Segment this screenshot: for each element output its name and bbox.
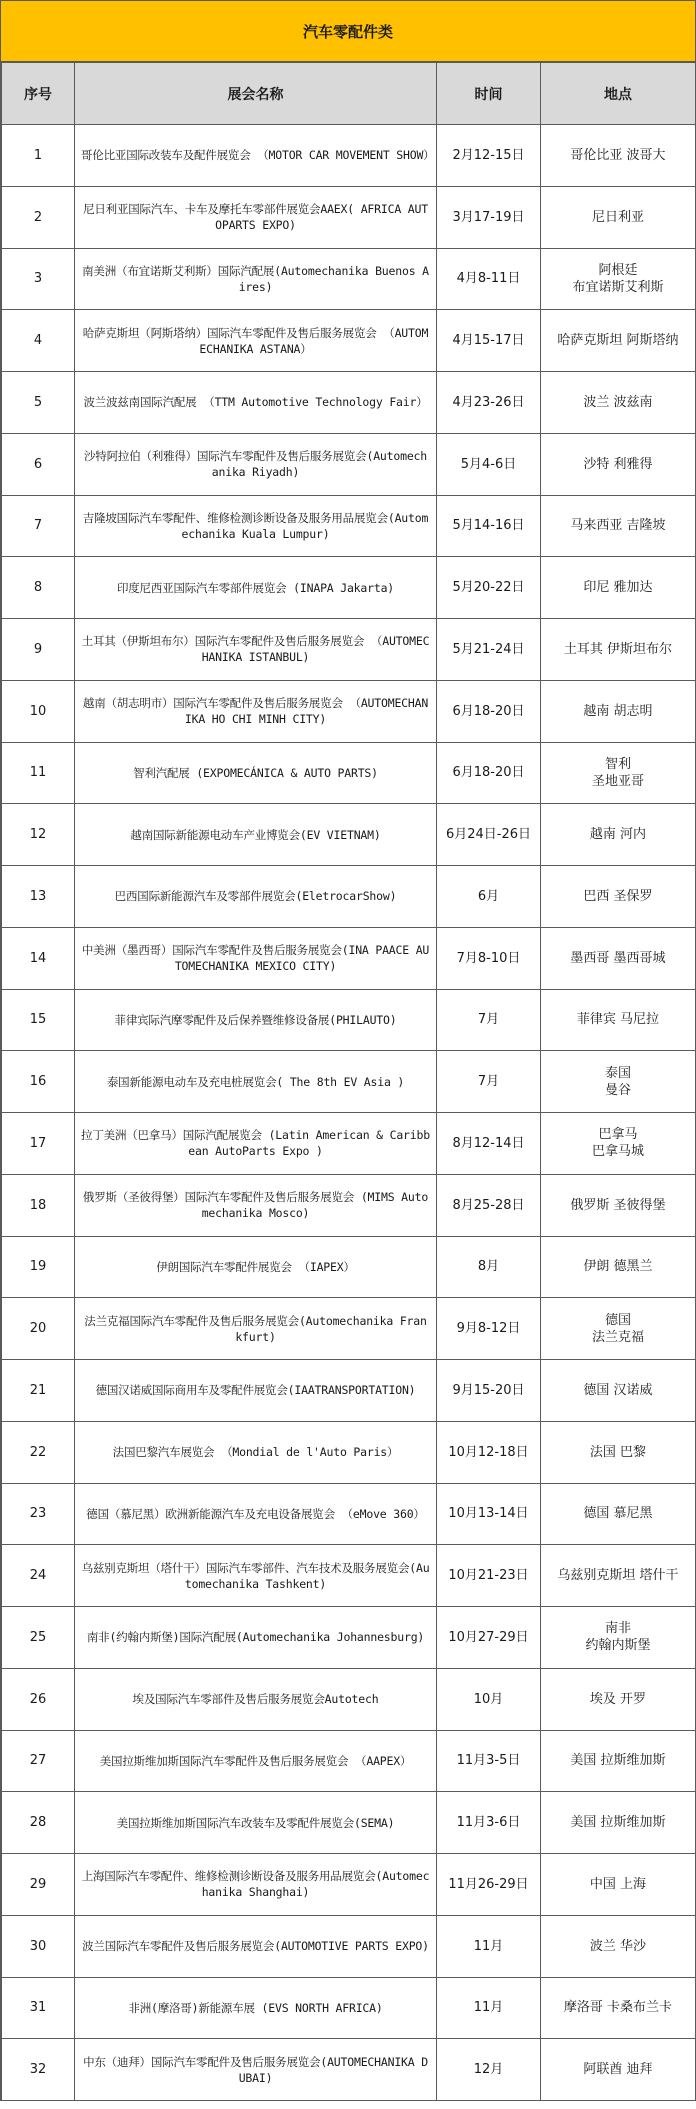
cell-time: 11月3-5日 (437, 1730, 541, 1792)
cell-name: 泰国新能源电动车及充电桩展览会( The 8th EV Asia ) (75, 1051, 437, 1113)
cell-no: 8 (2, 557, 75, 619)
cell-place: 美国 拉斯维加斯 (541, 1792, 696, 1854)
cell-name: 俄罗斯（圣彼得堡）国际汽车零配件及售后服务展览会 (MIMS Automechanika Mosco) (75, 1174, 437, 1236)
cell-time: 5月20-22日 (437, 557, 541, 619)
cell-no: 28 (2, 1792, 75, 1854)
cell-place: 泰国 曼谷 (541, 1051, 696, 1113)
table-row (2, 989, 696, 1051)
table-row (2, 742, 696, 804)
cell-no: 18 (2, 1174, 75, 1236)
cell-no: 22 (2, 1421, 75, 1483)
table-row (2, 1236, 696, 1298)
cell-name: 乌兹别克斯坦（塔什干）国际汽车零部件、汽车技术及服务展览会(Automechanika Tashkent) (75, 1545, 437, 1607)
cell-time: 10月21-23日 (437, 1545, 541, 1607)
cell-name: 拉丁美洲（巴拿马）国际汽配展览会 (Latin American & Caribbean AutoParts Expo ) (75, 1113, 437, 1175)
cell-time: 6月24日-26日 (437, 804, 541, 866)
cell-time: 5月4-6日 (437, 433, 541, 495)
cell-place: 阿联酋 迪拜 (541, 2039, 696, 2101)
cell-name: 美国拉斯维加斯国际汽车零配件及售后服务展览会 （AAPEX） (75, 1730, 437, 1792)
cell-time: 10月 (437, 1668, 541, 1730)
cell-place: 智利 圣地亚哥 (541, 742, 696, 804)
table-row (2, 125, 696, 187)
cell-name: 非洲(摩洛哥)新能源车展 (EVS NORTH AFRICA) (75, 1977, 437, 2039)
table-row (2, 1545, 696, 1607)
cell-no: 20 (2, 1298, 75, 1360)
cell-no: 29 (2, 1854, 75, 1916)
table-row (2, 1174, 696, 1236)
cell-name: 德国汉诺威国际商用车及零配件展览会(IAATRANSPORTATION) (75, 1360, 437, 1422)
cell-name: 印度尼西亚国际汽车零部件展览会 (INAPA Jakarta) (75, 557, 437, 619)
cell-place: 波兰 华沙 (541, 1915, 696, 1977)
cell-place: 波兰 波兹南 (541, 372, 696, 434)
cell-place: 巴拿马 巴拿马城 (541, 1113, 696, 1175)
cell-place: 德国 慕尼黑 (541, 1483, 696, 1545)
cell-time: 3月17-19日 (437, 186, 541, 248)
cell-place: 埃及 开罗 (541, 1668, 696, 1730)
cell-time: 8月25-28日 (437, 1174, 541, 1236)
cell-name: 哥伦比亚国际改装车及配件展览会 （MOTOR CAR MOVEMENT SHOW） (75, 125, 437, 187)
table-row (2, 927, 696, 989)
cell-no: 5 (2, 372, 75, 434)
header-row (2, 63, 696, 125)
cell-time: 11月26-29日 (437, 1854, 541, 1916)
cell-place: 巴西 圣保罗 (541, 866, 696, 928)
table-row (2, 1483, 696, 1545)
cell-name: 法兰克福国际汽车零配件及售后服务展览会(Automechanika Frankfurt) (75, 1298, 437, 1360)
cell-name: 沙特阿拉伯（利雅得）国际汽车零配件及售后服务展览会(Automechanika Riyadh) (75, 433, 437, 495)
cell-time: 5月21-24日 (437, 619, 541, 681)
cell-time: 2月12-15日 (437, 125, 541, 187)
cell-name: 南非(约翰内斯堡)国际汽配展(Automechanika Johannesburg) (75, 1607, 437, 1669)
cell-name: 智利汽配展 (EXPOMECÁNICA & AUTO PARTS) (75, 742, 437, 804)
cell-name: 波兰国际汽车零配件及售后服务展览会(AUTOMOTIVE PARTS EXPO) (75, 1915, 437, 1977)
table-row (2, 557, 696, 619)
cell-time: 4月23-26日 (437, 372, 541, 434)
cell-no: 23 (2, 1483, 75, 1545)
cell-time: 10月12-18日 (437, 1421, 541, 1483)
cell-place: 摩洛哥 卡桑布兰卡 (541, 1977, 696, 2039)
cell-no: 2 (2, 186, 75, 248)
table-row (2, 1298, 696, 1360)
cell-time: 10月27-29日 (437, 1607, 541, 1669)
cell-no: 13 (2, 866, 75, 928)
table-row (2, 680, 696, 742)
cell-time: 12月 (437, 2039, 541, 2101)
cell-name: 波兰波兹南国际汽配展 （TTM Automotive Technology Fair） (75, 372, 437, 434)
cell-no: 17 (2, 1113, 75, 1175)
cell-no: 14 (2, 927, 75, 989)
cell-no: 1 (2, 125, 75, 187)
cell-name: 菲律宾际汽摩零配件及后保养暨维修设备展(PHILAUTO) (75, 989, 437, 1051)
table-row (2, 804, 696, 866)
cell-no: 16 (2, 1051, 75, 1113)
cell-name: 伊朗国际汽车零配件展览会 （IAPEX） (75, 1236, 437, 1298)
cell-no: 24 (2, 1545, 75, 1607)
cell-place: 菲律宾 马尼拉 (541, 989, 696, 1051)
cell-name: 哈萨克斯坦（阿斯塔纳）国际汽车零配件及售后服务展览会 （AUTOMECHANIKA ASTANA） (75, 310, 437, 372)
table-row (2, 1668, 696, 1730)
cell-no: 3 (2, 248, 75, 310)
cell-time: 4月8-11日 (437, 248, 541, 310)
cell-time: 11月 (437, 1977, 541, 2039)
header-no: 序号 (2, 63, 75, 125)
table-row (2, 866, 696, 928)
table-row (2, 1977, 696, 2039)
cell-place: 法国 巴黎 (541, 1421, 696, 1483)
cell-place: 哥伦比亚 波哥大 (541, 125, 696, 187)
cell-name: 上海国际汽车零配件、维修检测诊断设备及服务用品展览会(Automechanika Shanghai) (75, 1854, 437, 1916)
header-place: 地点 (541, 63, 696, 125)
cell-time: 7月8-10日 (437, 927, 541, 989)
table-row (2, 1915, 696, 1977)
cell-place: 德国 法兰克福 (541, 1298, 696, 1360)
table-row (2, 1421, 696, 1483)
cell-name: 越南国际新能源电动车产业博览会(EV VIETNAM) (75, 804, 437, 866)
cell-place: 中国 上海 (541, 1854, 696, 1916)
cell-name: 尼日利亚国际汽车、卡车及摩托车零部件展览会AAEX( AFRICA AUTOPARTS EXPO) (75, 186, 437, 248)
cell-time: 8月12-14日 (437, 1113, 541, 1175)
cell-place: 马来西亚 吉隆坡 (541, 495, 696, 557)
cell-place: 越南 河内 (541, 804, 696, 866)
table-row (2, 372, 696, 434)
table-row (2, 248, 696, 310)
cell-no: 21 (2, 1360, 75, 1422)
exhibition-table (1, 62, 696, 2101)
table-row (2, 495, 696, 557)
cell-place: 墨西哥 墨西哥城 (541, 927, 696, 989)
cell-time: 9月8-12日 (437, 1298, 541, 1360)
cell-no: 4 (2, 310, 75, 372)
cell-time: 7月 (437, 989, 541, 1051)
table-row (2, 2039, 696, 2101)
cell-name: 越南（胡志明市）国际汽车零配件及售后服务展览会 （AUTOMECHANIKA HO CHI MINH CITY) (75, 680, 437, 742)
table-row (2, 1854, 696, 1916)
cell-place: 越南 胡志明 (541, 680, 696, 742)
table-body (2, 125, 696, 2101)
cell-no: 12 (2, 804, 75, 866)
cell-no: 11 (2, 742, 75, 804)
table-row (2, 1792, 696, 1854)
header-name: 展会名称 (75, 63, 437, 125)
cell-name: 吉隆坡国际汽车零配件、维修检测诊断设备及服务用品展览会(Automechanika Kuala Lumpur) (75, 495, 437, 557)
cell-no: 27 (2, 1730, 75, 1792)
table-row (2, 1607, 696, 1669)
cell-place: 俄罗斯 圣彼得堡 (541, 1174, 696, 1236)
cell-no: 25 (2, 1607, 75, 1669)
cell-place: 哈萨克斯坦 阿斯塔纳 (541, 310, 696, 372)
cell-place: 南非 约翰内斯堡 (541, 1607, 696, 1669)
cell-time: 10月13-14日 (437, 1483, 541, 1545)
cell-time: 11月 (437, 1915, 541, 1977)
cell-name: 中美洲（墨西哥）国际汽车零配件及售后服务展览会(INA PAACE AUTOMECHANIKA MEXICO CITY) (75, 927, 437, 989)
table-row (2, 619, 696, 681)
cell-name: 法国巴黎汽车展览会 （Mondial de l'Auto Paris） (75, 1421, 437, 1483)
cell-time: 8月 (437, 1236, 541, 1298)
cell-place: 沙特 利雅得 (541, 433, 696, 495)
sheet-title: 汽车零配件类 (1, 0, 695, 62)
cell-place: 伊朗 德黑兰 (541, 1236, 696, 1298)
cell-name: 南美洲（布宜诺斯艾利斯）国际汽配展(Automechanika Buenos Aires) (75, 248, 437, 310)
cell-time: 5月14-16日 (437, 495, 541, 557)
cell-no: 15 (2, 989, 75, 1051)
cell-time: 7月 (437, 1051, 541, 1113)
cell-place: 土耳其 伊斯坦布尔 (541, 619, 696, 681)
table-row (2, 433, 696, 495)
cell-place: 乌兹别克斯坦 塔什干 (541, 1545, 696, 1607)
cell-name: 埃及国际汽车零部件及售后服务展览会Autotech (75, 1668, 437, 1730)
table-row (2, 1730, 696, 1792)
cell-no: 26 (2, 1668, 75, 1730)
cell-no: 19 (2, 1236, 75, 1298)
cell-no: 31 (2, 1977, 75, 2039)
cell-no: 30 (2, 1915, 75, 1977)
cell-time: 6月18-20日 (437, 742, 541, 804)
cell-time: 11月3-6日 (437, 1792, 541, 1854)
cell-place: 德国 汉诺威 (541, 1360, 696, 1422)
cell-no: 9 (2, 619, 75, 681)
cell-name: 美国拉斯维加斯国际汽车改装车及零配件展览会(SEMA) (75, 1792, 437, 1854)
cell-place: 印尼 雅加达 (541, 557, 696, 619)
cell-name: 巴西国际新能源汽车及零部件展览会(EletrocarShow) (75, 866, 437, 928)
cell-place: 阿根廷 布宜诺斯艾利斯 (541, 248, 696, 310)
cell-time: 6月 (437, 866, 541, 928)
cell-place: 尼日利亚 (541, 186, 696, 248)
cell-time: 6月18-20日 (437, 680, 541, 742)
table-row (2, 186, 696, 248)
cell-time: 4月15-17日 (437, 310, 541, 372)
table-row (2, 310, 696, 372)
table-row (2, 1051, 696, 1113)
cell-time: 9月15-20日 (437, 1360, 541, 1422)
cell-name: 土耳其（伊斯坦布尔）国际汽车零配件及售后服务展览会 （AUTOMECHANIKA ISTANBUL) (75, 619, 437, 681)
cell-name: 中东（迪拜）国际汽车零配件及售后服务展览会(AUTOMECHANIKA DUBAI) (75, 2039, 437, 2101)
cell-no: 7 (2, 495, 75, 557)
header-time: 时间 (437, 63, 541, 125)
table-row (2, 1113, 696, 1175)
cell-place: 美国 拉斯维加斯 (541, 1730, 696, 1792)
cell-name: 德国（慕尼黑）欧洲新能源汽车及充电设备展览会 （eMove 360） (75, 1483, 437, 1545)
cell-no: 10 (2, 680, 75, 742)
table-row (2, 1360, 696, 1422)
cell-no: 6 (2, 433, 75, 495)
cell-no: 32 (2, 2039, 75, 2101)
